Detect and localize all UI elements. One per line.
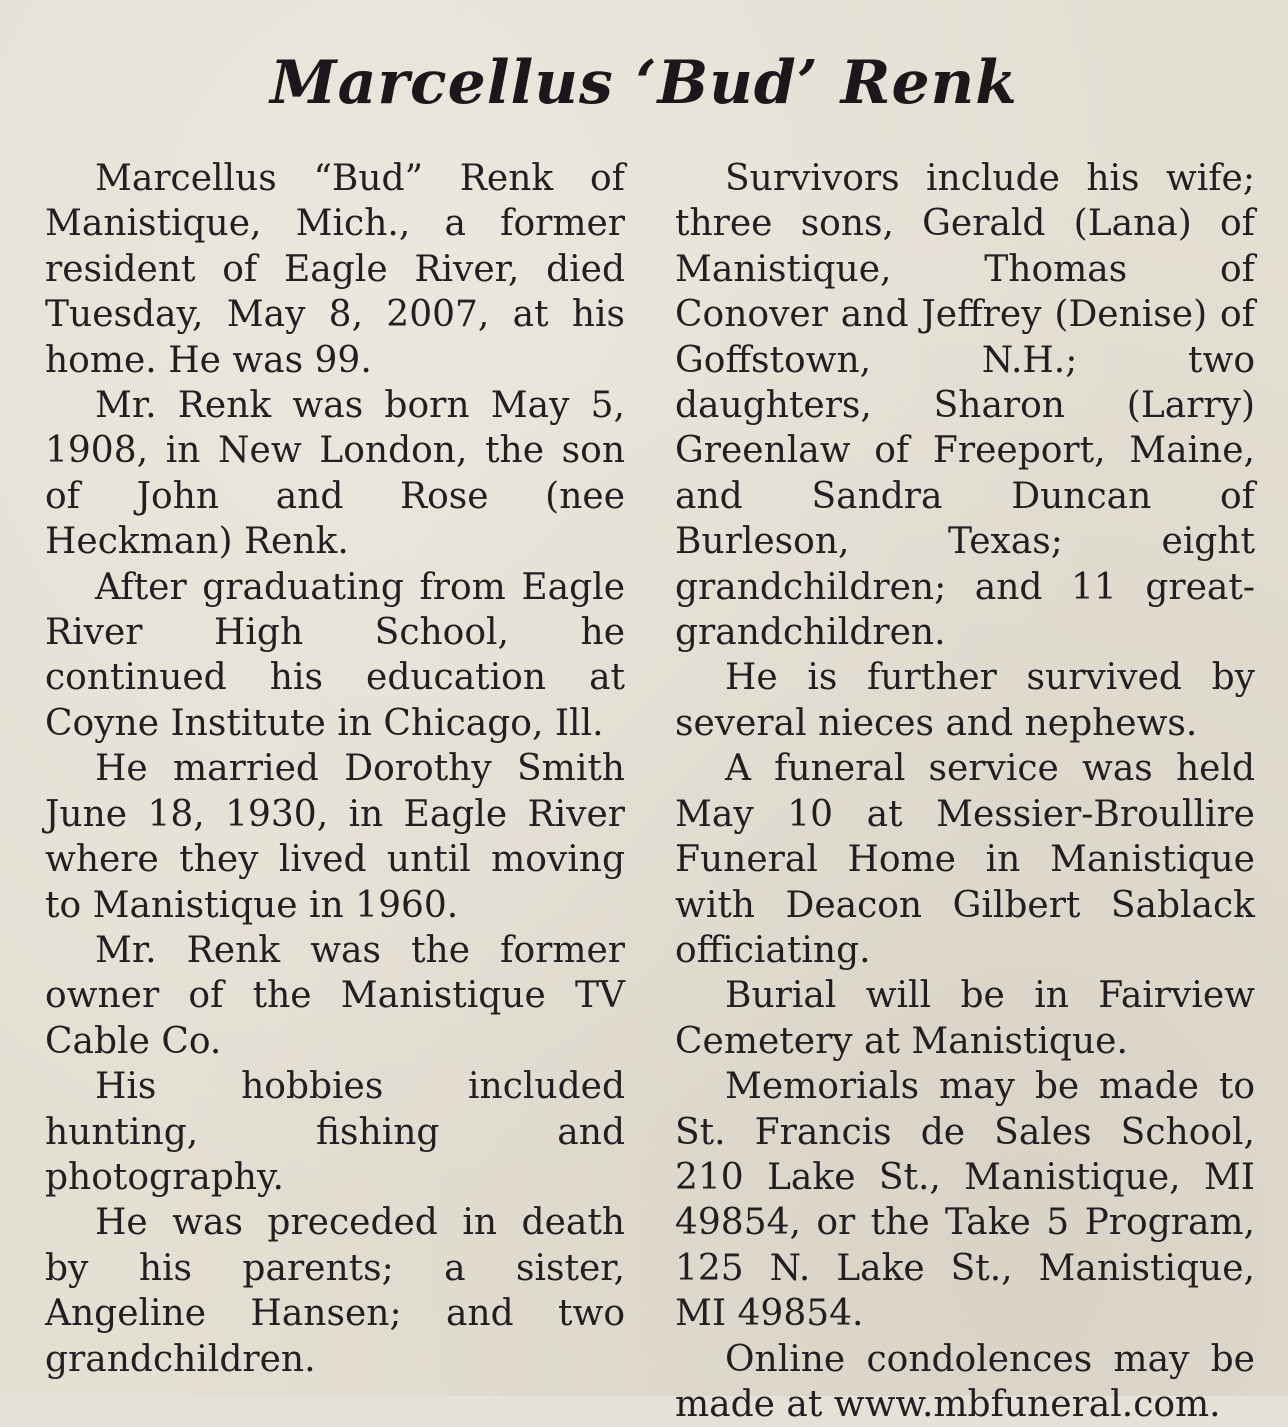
paragraph-survivors: Survivors include his wife; three sons, Gerald (Lana) of Manistique, Thomas of Conover and Jeffrey (Denise) of Goffstown, N.H.; two daughters, Sharon (Larry) Greenlaw of Freeport, Maine, and Sandra Duncan of Burleson, Texas; eight grandchildren; and 11 great-grandchildren. xyxy=(675,158,1255,654)
paragraph-career: Mr. Renk was the former owner of the Manistique TV Cable Co. xyxy=(45,929,625,1062)
left-column xyxy=(45,156,625,1382)
paragraph-preceded-in-death: He was preceded in death by his parents; a sister, Angeline Hansen; and two grandchildren. xyxy=(45,1202,625,1380)
paragraph-online-condolences: Online condolences may be made at www.mbfuneral.com. xyxy=(675,1338,1255,1425)
paragraph-nieces-nephews: He is further survived by several nieces and nephews. xyxy=(675,657,1255,744)
paragraph-hobbies: His hobbies included hunting, fishing and photography. xyxy=(45,1066,625,1198)
paragraph-burial: Burial will be in Fairview Cemetery at Manistique. xyxy=(675,975,1255,1062)
obituary-headline: Marcellus ‘Bud’ Renk xyxy=(270,48,1018,118)
paragraph-education: After graduating from Eagle River High School, he continued his education at Coyne Institute in Chicago, Ill. xyxy=(45,566,625,744)
paragraph-death-notice: Marcellus “Bud” Renk of Manistique, Mich., a former resident of Eagle River, died Tuesday, May 8, 2007, at his home. He was 99. xyxy=(45,158,625,381)
paragraph-marriage: He married Dorothy Smith June 18, 1930, in Eagle River where they lived until moving to Manistique in 1960. xyxy=(45,748,625,926)
paragraph-funeral-service: A funeral service was held May 10 at Messier-Broullire Funeral Home in Manistique with Deacon Gilbert Sablack officiating. xyxy=(675,748,1255,971)
right-column xyxy=(675,156,1255,1427)
paragraph-birth: Mr. Renk was born May 5, 1908, in New London, the son of John and Rose (nee Heckman) Renk. xyxy=(45,385,625,563)
paragraph-memorials: Memorials may be made to St. Francis de Sales School, 210 Lake St., Manistique, MI 49854, or the Take 5 Program, 125 N. Lake St., Manistique, MI 49854. xyxy=(675,1066,1255,1335)
